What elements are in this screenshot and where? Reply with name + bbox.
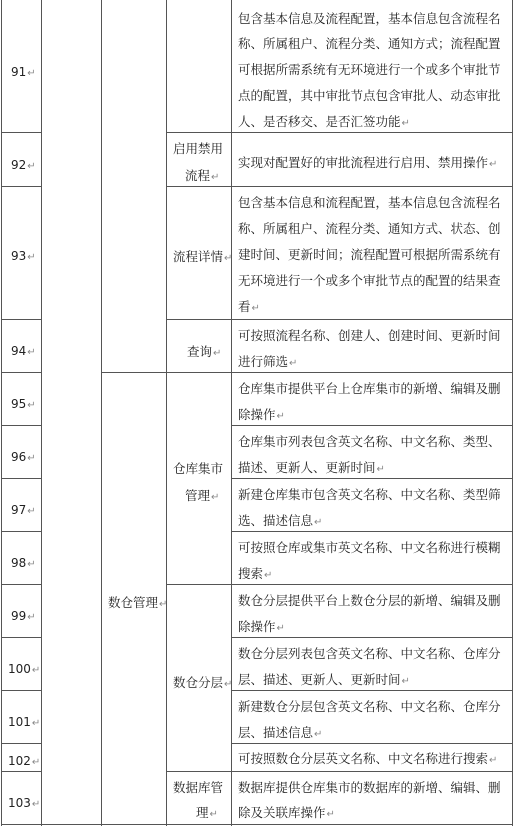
row-number: 94↵: [11, 344, 36, 358]
row-number: 92↵: [11, 158, 36, 172]
row-line: [1, 319, 41, 320]
column-divider-4: [231, 0, 232, 826]
description-line: 无环境进行一个或多个审批节点的配置的结果查: [238, 273, 501, 288]
row-number: 101↵: [8, 715, 41, 729]
description-line: 可按照流程名称、创建人、创建时间、更新时间: [238, 328, 501, 343]
description-line: 包含基本信息及流程配置，基本信息包含流程名: [238, 11, 501, 26]
row-number: 99↵: [11, 609, 36, 623]
row-number: 91↵: [11, 65, 36, 79]
subgroup-label: 仓库集市: [173, 461, 224, 476]
subgroup-label: 启用禁用: [173, 141, 224, 156]
row-number: 93↵: [11, 249, 36, 263]
description-line: 新建仓库集市包含英文名称、中文名称、类型筛: [238, 487, 501, 502]
subgroup-line: [166, 319, 231, 320]
row-line: [1, 478, 41, 479]
description-line: 人、是否移交、是否汇签功能↵: [238, 114, 410, 129]
description-line: 层、描述、更新人、更新时间↵: [238, 672, 410, 687]
column-divider-3: [166, 0, 167, 826]
description-line: 搜索↵: [238, 566, 273, 581]
desc-line: [231, 319, 513, 320]
table-border-left: [1, 0, 2, 826]
subgroup-label: 流程↵: [185, 168, 220, 183]
description-line: 包含基本信息和流程配置，基本信息包含流程名: [238, 195, 501, 210]
description-line: 称、所属租户、流程分类、通知方式、状态、创: [238, 221, 501, 236]
subgroup-line: [166, 132, 231, 133]
description-line: 点的配置，其中审批节点包含审批人、动态审批: [238, 88, 501, 103]
column-divider-2: [101, 0, 102, 826]
row-line: [1, 372, 41, 373]
description-line: 除及关联库操作↵: [238, 805, 335, 820]
subgroup-line: [166, 584, 231, 585]
group-label: 数仓管理↵: [108, 595, 168, 610]
row-line: [1, 531, 41, 532]
description-line: 数仓分层列表包含英文名称、中文名称、仓库分: [238, 646, 501, 661]
description-line: 选、描述信息↵: [238, 513, 323, 528]
description-line: 描述、更新人、更新时间↵: [238, 460, 385, 475]
subgroup-label: 管理↵: [185, 488, 220, 503]
row-line: [1, 743, 41, 744]
subgroup-label: 数仓分层↵: [173, 675, 233, 690]
subgroup-label: 流程详情↵: [173, 249, 233, 264]
group-line: [101, 372, 166, 373]
subgroup-line: [166, 771, 231, 772]
row-number: 100↵: [8, 662, 41, 676]
table-border-right: [512, 0, 513, 826]
desc-line: [231, 186, 513, 187]
row-line: [1, 186, 41, 187]
description-line: 仓库集市提供平台上仓库集市的新增、编辑及删: [238, 381, 501, 396]
row-line: [1, 637, 41, 638]
description-line: 新建数仓分层包含英文名称、中文名称、仓库分: [238, 699, 501, 714]
desc-line: [231, 771, 513, 772]
description-line: 可按照数仓分层英文名称、中文名称进行搜索↵: [238, 751, 498, 766]
row-line: [1, 425, 41, 426]
row-number: 95↵: [11, 397, 36, 411]
row-line: [1, 584, 41, 585]
description-line: 建时间、更新时间；流程配置可根据所需系统有: [238, 247, 501, 262]
subgroup-label: 理↵: [196, 805, 218, 820]
row-line: [1, 132, 41, 133]
description-line: 进行筛选↵: [238, 354, 298, 369]
description-line: 可根据所需系统有无环境进行一个或多个审批节: [238, 62, 501, 77]
description-line: 层、描述信息↵: [238, 725, 323, 740]
subgroup-line: [166, 372, 231, 373]
description-line: 除操作↵: [238, 619, 285, 634]
row-number: 96↵: [11, 450, 36, 464]
desc-line: [231, 584, 513, 585]
subgroup-label: 数据库管: [173, 780, 224, 795]
description-line: 仓库集市列表包含英文名称、中文名称、类型、: [238, 434, 501, 449]
row-number: 102↵: [8, 754, 41, 768]
description-line: 数仓分层提供平台上数仓分层的新增、编辑及删: [238, 593, 501, 608]
description-line: 看↵: [238, 299, 260, 314]
description-line: 称、所属租户、流程分类、通知方式；流程配置: [238, 36, 501, 51]
description-line: 可按照仓库或集市英文名称、中文名称进行模糊: [238, 540, 501, 555]
row-line: [1, 690, 41, 691]
description-line: 数据库提供仓库集市的数据库的新增、编辑、删: [238, 780, 501, 795]
description-line: 除操作↵: [238, 407, 285, 422]
subgroup-label: 查询↵: [187, 344, 222, 359]
row-number: 103↵: [8, 796, 41, 810]
column-divider-1: [41, 0, 42, 826]
row-number: 98↵: [11, 556, 36, 570]
row-number: 97↵: [11, 503, 36, 517]
description-line: 实现对配置好的审批流程进行启用、禁用操作↵: [238, 155, 498, 170]
